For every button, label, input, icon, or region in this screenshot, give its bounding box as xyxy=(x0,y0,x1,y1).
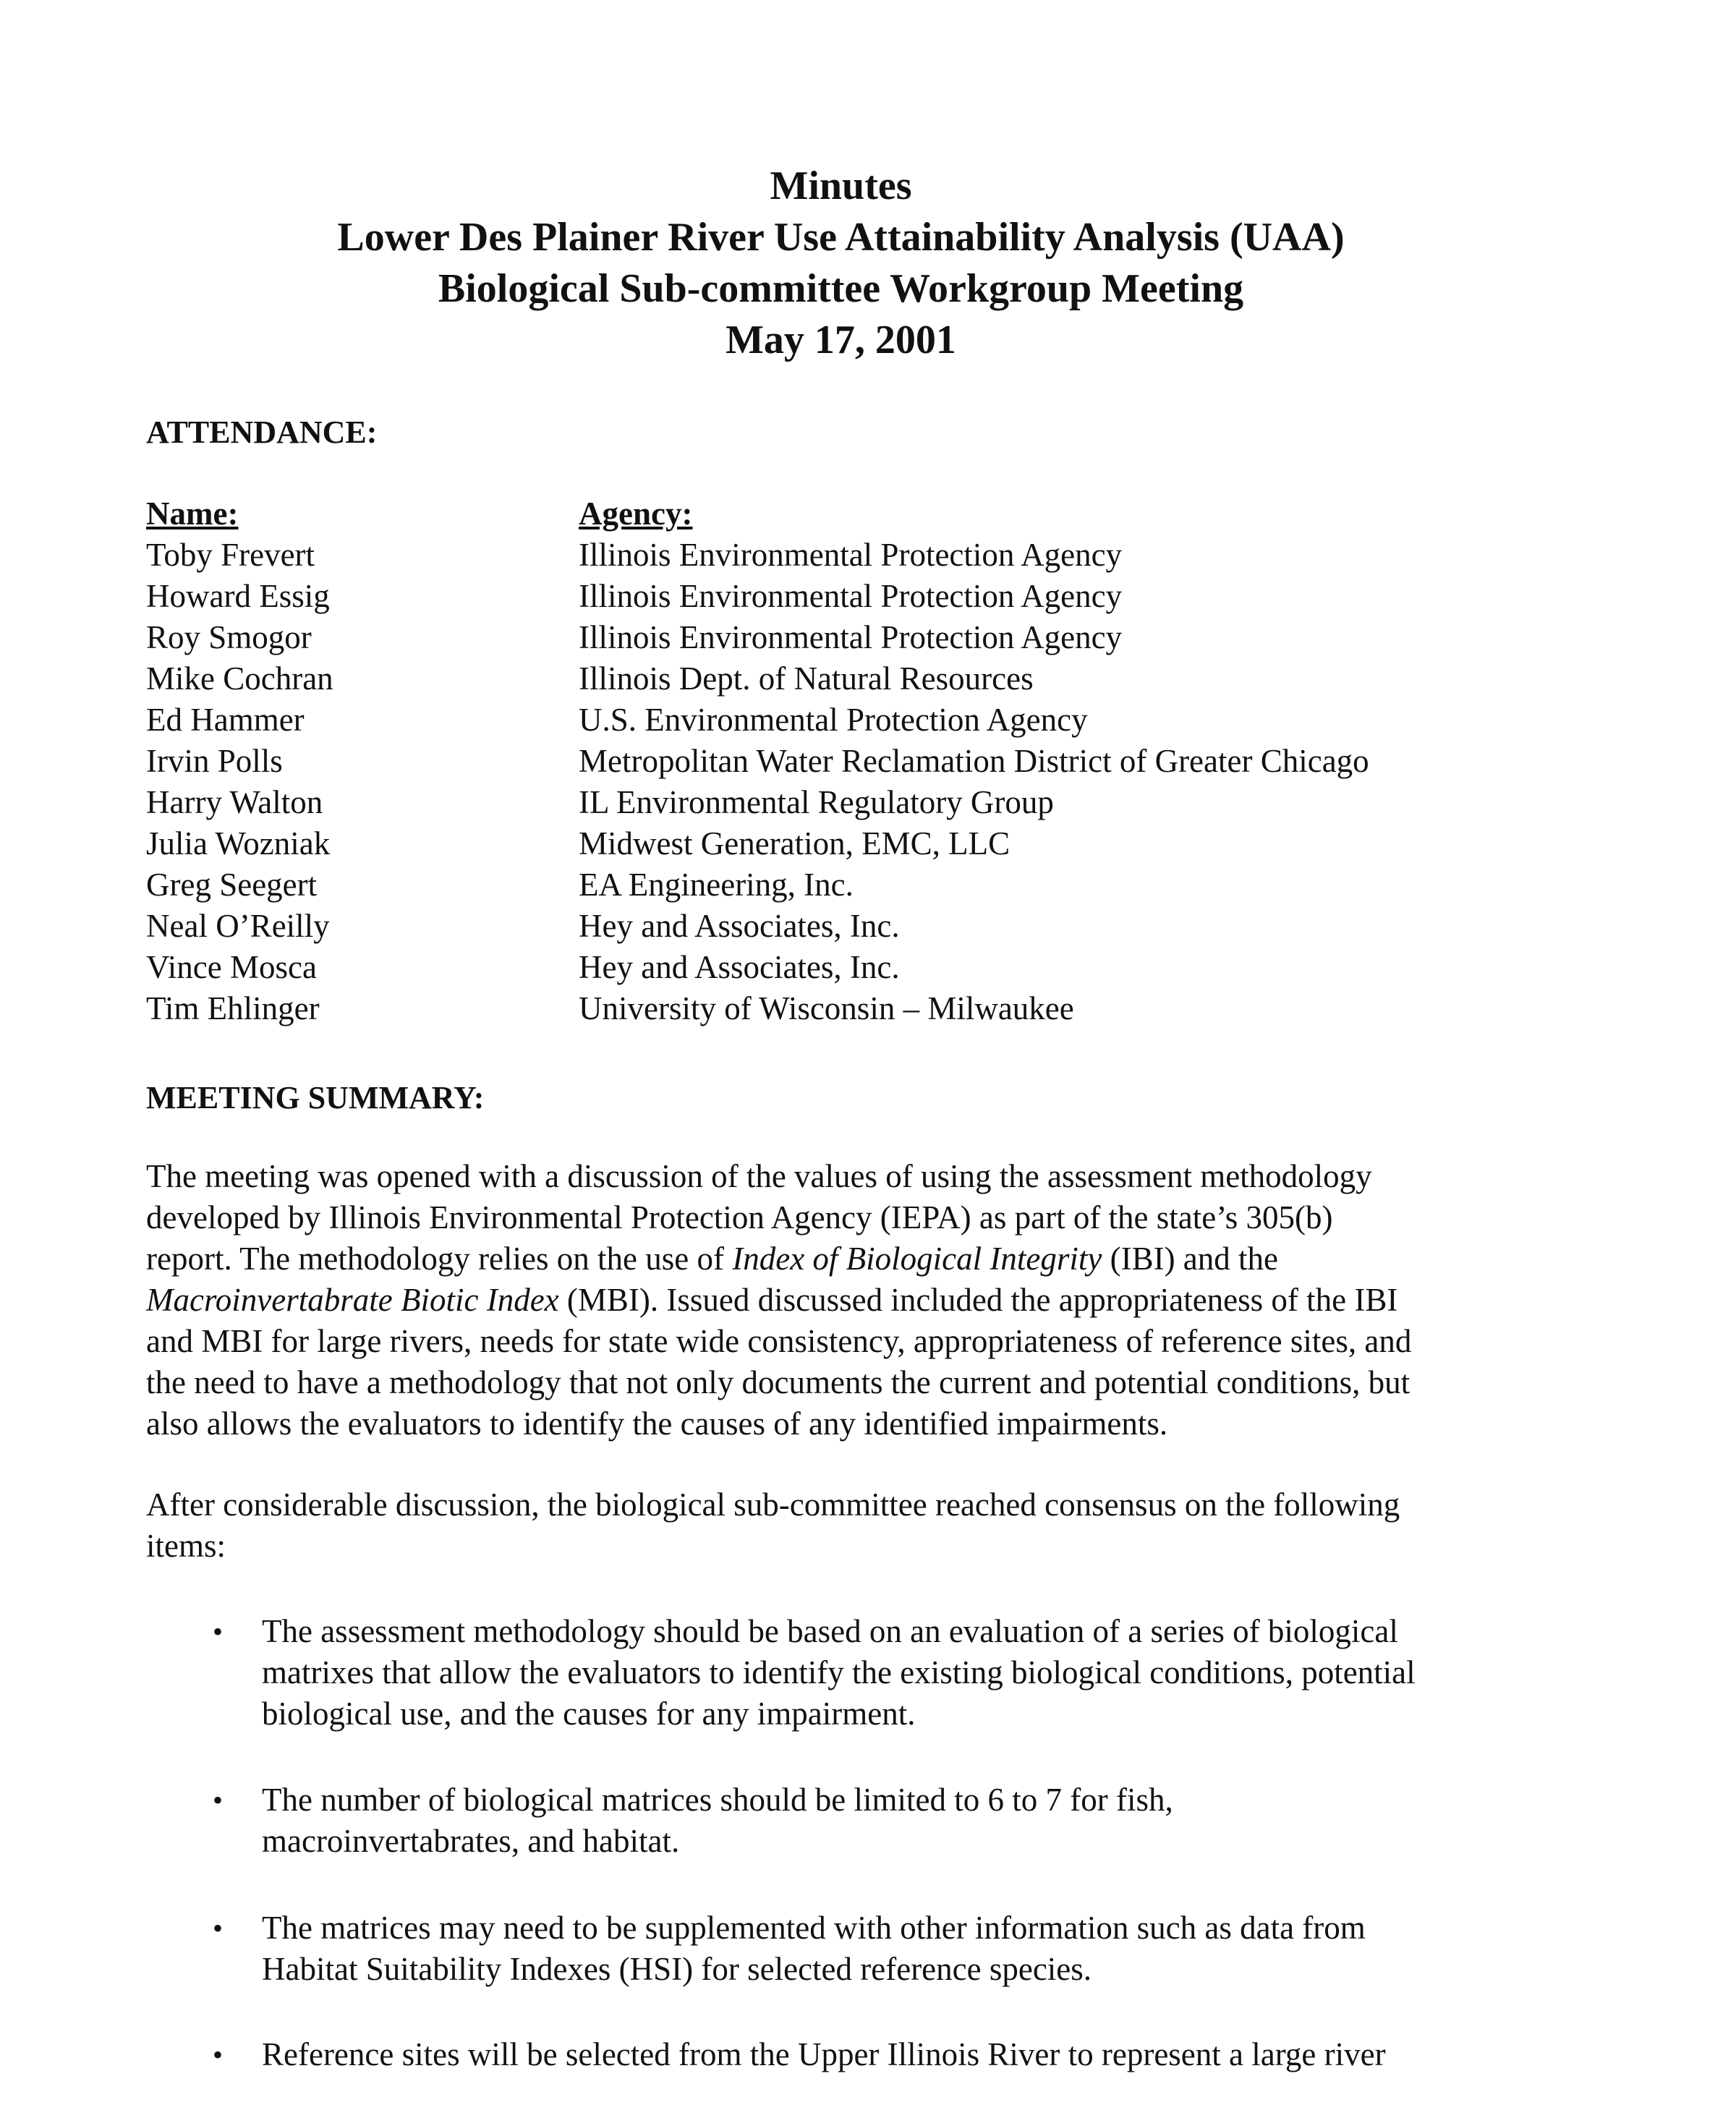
text-line: After considerable discussion, the biological sub-committee reached consensus on the following xyxy=(146,1487,1400,1523)
attendance-agencies xyxy=(579,493,1369,1029)
text-line xyxy=(146,1280,1593,1321)
summary-paragraph-2 xyxy=(146,1484,1593,1567)
text-run: (MBI). Issued discussed included the appropriateness of the IBI xyxy=(558,1282,1398,1318)
title-line: Minutes xyxy=(770,163,912,208)
attendee-name: Neal O’Reilly xyxy=(146,908,330,944)
text-line: the need to have a methodology that not only documents the current and potential conditions, but xyxy=(146,1364,1410,1400)
attendee-name: Roy Smogor xyxy=(146,619,312,655)
agency-header: Agency: xyxy=(579,496,693,532)
attendee-name: Vince Mosca xyxy=(146,949,317,985)
text-line: matrixes that allow the evaluators to identify the existing biological conditions, potential xyxy=(262,1654,1416,1690)
text-line: Reference sites will be selected from the Upper Illinois River to represent a large river xyxy=(262,2036,1386,2072)
text-line: macroinvertabrates, and habitat. xyxy=(262,1823,680,1859)
name-header: Name: xyxy=(146,496,239,532)
italic-term: Macroinvertabrate Biotic Index xyxy=(146,1282,559,1318)
text-line: items: xyxy=(146,1528,226,1564)
attendee-name: Tim Ehlinger xyxy=(146,990,320,1026)
attendee-name: Mike Cochran xyxy=(146,660,333,697)
bullet-icon: • xyxy=(213,1912,224,1944)
attendance-heading: ATTENDANCE: xyxy=(146,414,378,450)
text-run: report. The methodology relies on the use of xyxy=(146,1241,733,1277)
attendee-name: Greg Seegert xyxy=(146,867,318,903)
attendee-agency: University of Wisconsin – Milwaukee xyxy=(579,990,1074,1026)
attendee-agency: Metropolitan Water Reclamation District of Greater Chicago xyxy=(579,743,1369,779)
text-line: developed by Illinois Environmental Protection Agency (IEPA) as part of the state’s 305(b) xyxy=(146,1199,1333,1236)
attendee-name: Howard Essig xyxy=(146,578,330,614)
bullet-icon: • xyxy=(213,2038,224,2071)
attendee-agency: Illinois Environmental Protection Agency xyxy=(579,578,1123,614)
text-run: (IBI) and the xyxy=(1102,1241,1278,1277)
attendee-name: Irvin Polls xyxy=(146,743,283,779)
italic-term: Index of Biological Integrity xyxy=(732,1241,1102,1277)
attendee-agency: Hey and Associates, Inc. xyxy=(579,908,900,944)
text-line xyxy=(146,1238,1593,1280)
attendee-agency: Midwest Generation, EMC, LLC xyxy=(579,825,1010,862)
attendee-name: Harry Walton xyxy=(146,784,323,820)
document-title xyxy=(0,161,1682,366)
attendee-name: Ed Hammer xyxy=(146,702,305,738)
attendee-agency: Illinois Dept. of Natural Resources xyxy=(579,660,1034,697)
attendance-names xyxy=(146,493,333,1029)
attendee-agency: Illinois Environmental Protection Agency xyxy=(579,619,1123,655)
bullet-icon: • xyxy=(213,1784,224,1816)
text-line: The matrices may need to be supplemented with other information such as data from xyxy=(262,1910,1366,1946)
text-line: also allows the evaluators to identify the causes of any identified impairments. xyxy=(146,1405,1168,1442)
title-line: Lower Des Plainer River Use Attainability Analysis (UAA) xyxy=(337,215,1345,260)
attendee-agency: Hey and Associates, Inc. xyxy=(579,949,900,985)
meeting-summary-heading: MEETING SUMMARY: xyxy=(146,1080,485,1115)
bullet-icon: • xyxy=(213,1615,224,1648)
text-line: biological use, and the causes for any impairment. xyxy=(262,1696,916,1732)
summary-paragraph-1 xyxy=(146,1156,1593,1445)
attendee-name: Julia Wozniak xyxy=(146,825,331,862)
text-line: Habitat Suitability Indexes (HSI) for selected reference species. xyxy=(262,1951,1092,1987)
text-line: The number of biological matrices should be limited to 6 to 7 for fish, xyxy=(262,1782,1173,1818)
attendee-name: Toby Frevert xyxy=(146,537,315,573)
text-line: The assessment methodology should be based on an evaluation of a series of biological xyxy=(262,1613,1398,1649)
attendee-agency: EA Engineering, Inc. xyxy=(579,867,854,903)
attendee-agency: Illinois Environmental Protection Agency xyxy=(579,537,1123,573)
title-line: Biological Sub-committee Workgroup Meeting xyxy=(438,266,1244,311)
text-line: The meeting was opened with a discussion of the values of using the assessment methodology xyxy=(146,1158,1372,1194)
title-line: May 17, 2001 xyxy=(726,318,956,362)
text-line: and MBI for large rivers, needs for state wide consistency, appropriateness of reference sites, and xyxy=(146,1323,1412,1359)
attendee-agency: IL Environmental Regulatory Group xyxy=(579,784,1054,820)
attendee-agency: U.S. Environmental Protection Agency xyxy=(579,702,1088,738)
